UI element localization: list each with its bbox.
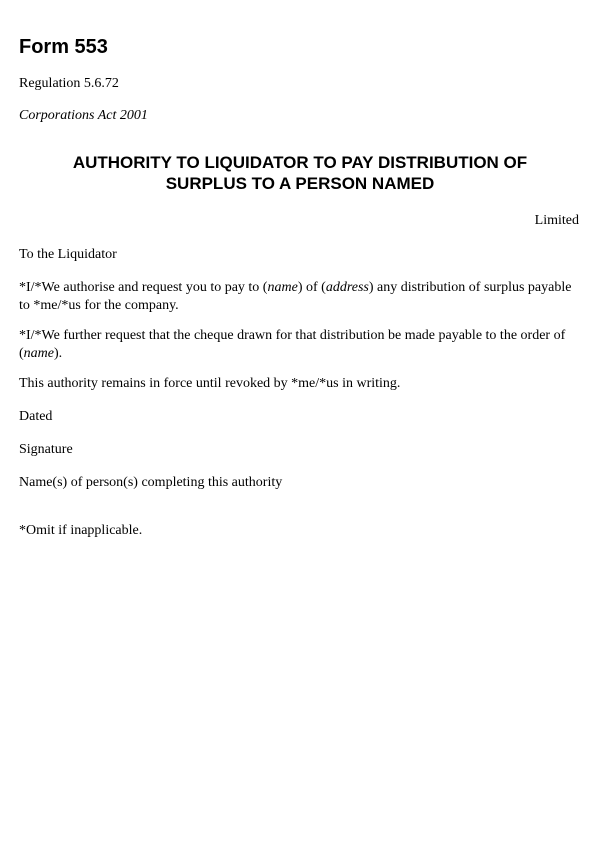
form-heading-line-1: AUTHORITY TO LIQUIDATOR TO PAY DISTRIBUTION OF bbox=[72, 153, 528, 172]
dated-label: Dated bbox=[19, 409, 53, 424]
name-placeholder: name bbox=[267, 280, 298, 295]
form-number-title: Form 553 bbox=[19, 36, 108, 58]
cheque-paragraph bbox=[19, 327, 581, 363]
authorise-paragraph bbox=[19, 279, 581, 315]
company-suffix: Limited bbox=[534, 213, 579, 228]
omit-footnote: *Omit if inapplicable. bbox=[19, 523, 143, 538]
form-heading-line-2: SURPLUS TO A PERSON NAMED bbox=[165, 174, 435, 193]
cheque-text-1: *I/*We further request that the cheque drawn for that distribution be made payable to the order of ( bbox=[19, 328, 566, 361]
authorise-text-3: ) any distribution of surplus payable to *me/*us for the company. bbox=[19, 280, 572, 313]
form-heading bbox=[19, 152, 581, 194]
in-force-paragraph: This authority remains in force until revoked by *me/*us in writing. bbox=[19, 376, 401, 391]
signature-label: Signature bbox=[19, 442, 73, 457]
cheque-text-2: ). bbox=[54, 346, 63, 361]
act-reference: Corporations Act 2001 bbox=[19, 108, 148, 123]
address-placeholder: address bbox=[325, 280, 369, 295]
names-label: Name(s) of person(s) completing this authority bbox=[19, 475, 283, 490]
authorise-text-1: *I/*We authorise and request you to pay to ( bbox=[19, 280, 268, 295]
cheque-name-placeholder: name bbox=[23, 346, 54, 361]
authorise-text-2: ) of ( bbox=[297, 280, 326, 295]
addressee-line: To the Liquidator bbox=[19, 247, 117, 262]
regulation-reference: Regulation 5.6.72 bbox=[19, 76, 119, 91]
